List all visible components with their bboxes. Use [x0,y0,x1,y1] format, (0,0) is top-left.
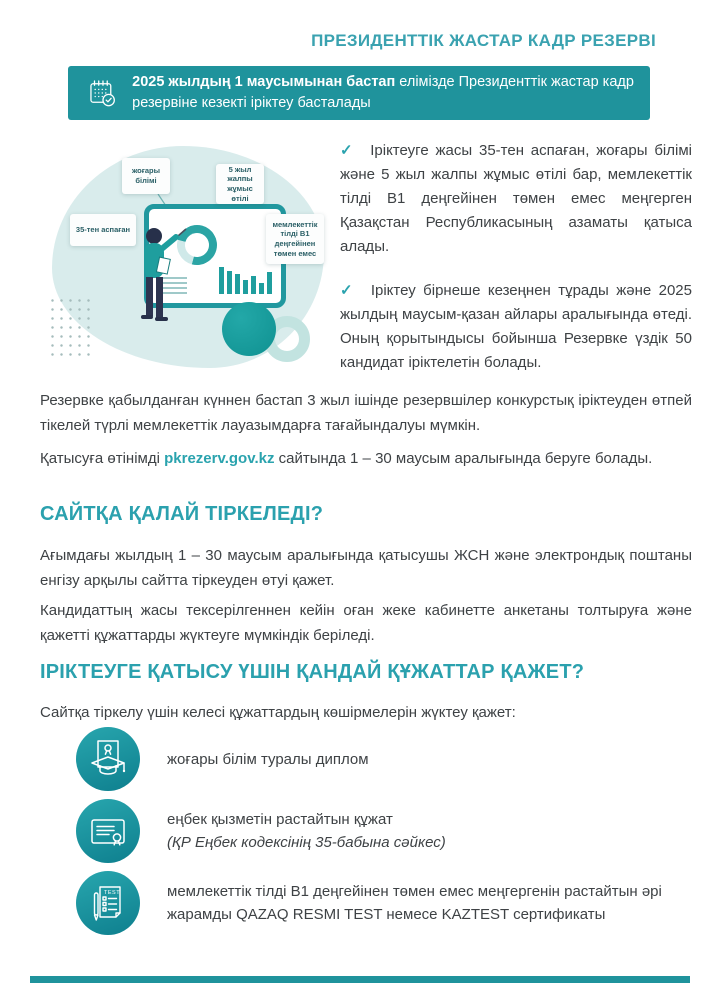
hero-illustration [40,138,340,378]
page-title: ПРЕЗИДЕНТТІК ЖАСТАР КАДР РЕЗЕРВІ [311,31,656,50]
label-education: жоғары білімі [122,158,170,194]
language-test-icon [76,871,140,935]
apply-text-before: Қатысуға өтінімді [40,450,160,467]
document-label: жоғары білім туралы диплом [167,750,369,768]
footer-bar [30,976,690,983]
document-item [40,799,692,863]
check-icon: ✓ [340,282,356,299]
diploma-icon [76,727,140,791]
banner-text [132,72,636,114]
site-link[interactable]: pkrezerv.gov.kz [164,450,275,467]
document-note: (ҚР Еңбек кодексінің 35-бабына сәйкес) [167,834,446,851]
document-item [40,871,692,935]
banner-highlight: 2025 жылдың 1 маусымынан бастап [132,73,396,90]
document-text [167,880,692,926]
criteria-item [340,279,692,375]
check-icon: ✓ [340,142,356,159]
criteria-text: Іріктеу бірнеше кезеңнен тұрады және 2025 жылдың маусым-қазан айлары аралығында өтеді. Оның қорытындысы бойынша Резервке үздік 50 кандидат іріктелетін болады. [340,282,692,371]
document-label: еңбек қызметін растайтын құжат [167,811,393,828]
criteria-item [340,139,692,259]
intro-banner [68,66,650,120]
section-title-register: САЙТҚА ҚАЛАЙ ТІРКЕЛЕДІ? [40,503,324,525]
certificate-icon [76,799,140,863]
section-title-documents: ІРІКТЕУГЕ ҚАТЫСУ ҮШІН ҚАНДАЙ ҚҰЖАТТАР ҚАЖЕТ? [40,661,585,683]
paragraph-register-1: Ағымдағы жылдың 1 – 30 маусым аралығында қатысушы ЖСН және электрондық поштаны енгізу арқылы сайтта тіркеуден өтуі қажет. [40,547,692,589]
teal-circle [222,302,276,356]
paragraph-register-2: Кандидаттың жасы тексерілгеннен кейін оған жеке кабинетте анкетаны толтыруға және қажетті құжаттарды жүктеуге мүмкіндік беріледі. [40,602,692,644]
documents-list [40,727,692,943]
paragraph-documents-intro: Сайтқа тіркелу үшін келесі құжаттардың көшірмелерін жүктеу қажет: [40,704,516,721]
document-text [167,748,369,771]
label-age: 35-тен аспаған [70,214,136,246]
paragraph-reserve-appointment: Резервке қабылданған күннен бастап 3 жыл ішінде резервшілер конкурстық іріктеуден өтпей тікелей түрлі мемлекеттік лауазымдарға тағайындалуы мүмкін. [40,392,692,434]
presenter-person [132,224,202,329]
document-label: мемлекеттік тілді В1 деңгейінен төмен емес меңгергенін растайтын әрі жарамды QAZAQ RESMI TEST немесе KAZTEST сертификаты [167,883,662,923]
bar-chart [219,267,272,294]
label-language: мемлекеттік тілді В1 деңгейінен төмен емес [266,214,324,264]
test-icon-text: TEST [104,890,121,896]
criteria-text: Іріктеуге жасы 35-тен аспаған, жоғары білімі және 5 жыл жалпы жұмыс өтілі бар, мемлекеттік тілді В1 деңгейінен төмен емес меңгерген Қазақстан Республикасының азаматы қатыса алады. [340,142,692,255]
paragraph-apply [40,446,692,471]
label-experience: 5 жыл жалпы жұмыс өтілі [216,164,264,204]
apply-text-after: сайтында 1 – 30 маусым аралығында беруге болады. [278,450,653,467]
document-text [167,808,446,854]
calendar-check-icon [86,70,117,116]
banner-rest: елімізде Президенттік жастар кадр резервіне кезекті іріктеу басталады [132,73,634,111]
criteria-list [340,139,692,395]
document-item [40,727,692,791]
